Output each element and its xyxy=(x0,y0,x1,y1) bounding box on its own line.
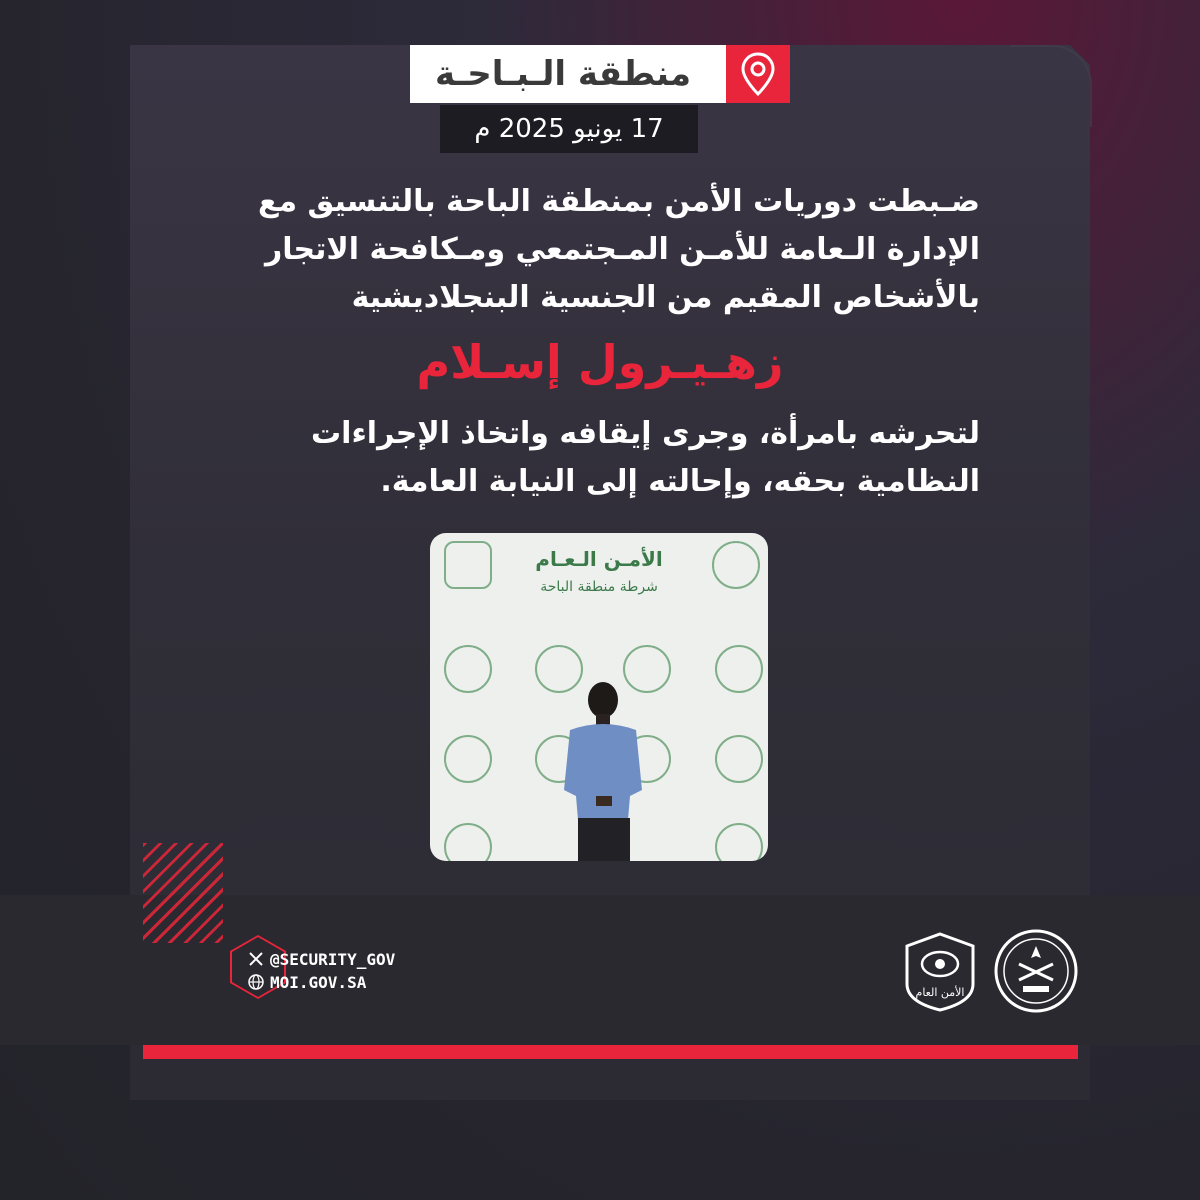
twitter-handle[interactable]: @SECURITY_GOV xyxy=(270,949,396,969)
globe-icon xyxy=(248,974,264,990)
location-pin-icon xyxy=(726,45,790,103)
website-row[interactable] xyxy=(248,970,366,994)
panel-corner-decoration xyxy=(1010,45,1092,127)
public-security-logo-icon xyxy=(897,928,983,1014)
photo-backdrop-subtitle: شرطة منطقة الباحة xyxy=(540,579,658,595)
date-label: 17 يونيو 2025 م xyxy=(440,105,698,153)
charge-paragraph: لتحرشه بامرأة، وجرى إيقافه واتخاذ الإجراءات النظامية بحقه، وإحالته إلى النيابة العامة. xyxy=(311,416,980,499)
emblem-icon xyxy=(715,735,763,783)
photo-backdrop-title: الأمـن الـعـام xyxy=(535,547,663,571)
person-figure xyxy=(558,678,648,861)
emblem-icon xyxy=(444,735,492,783)
emblem-icon xyxy=(444,645,492,693)
region-title-box xyxy=(410,45,790,103)
emblem-icon xyxy=(715,645,763,693)
twitter-handle-row[interactable] xyxy=(248,947,395,971)
region-title: منطقة الـبـاحـة xyxy=(434,54,692,94)
police-badge-icon xyxy=(444,541,492,589)
suspect-photo xyxy=(430,533,768,861)
ministry-emblem-icon xyxy=(993,928,1079,1014)
hatch-decoration xyxy=(143,843,223,943)
emblem-icon xyxy=(715,823,763,861)
emblem-icon xyxy=(712,541,760,589)
x-logo-icon xyxy=(248,951,264,967)
footer-accent-bar xyxy=(143,1045,1078,1059)
suspect-name: زهـيـرول إسـلام xyxy=(416,335,784,389)
website-link[interactable]: MOI.GOV.SA xyxy=(270,972,367,992)
announcement-paragraph: ضـبطت دوريات الأمن بمنطقة الباحة بالتنسيق مع الإدارة الـعامة للأمـن المـجتمعي ومـكافحة الاتجار بالأشخاص المقيم من الجنسية البنجلاديشية xyxy=(258,184,980,315)
svg-text:الأمن العام: الأمن العام xyxy=(915,986,965,999)
emblem-icon xyxy=(444,823,492,861)
